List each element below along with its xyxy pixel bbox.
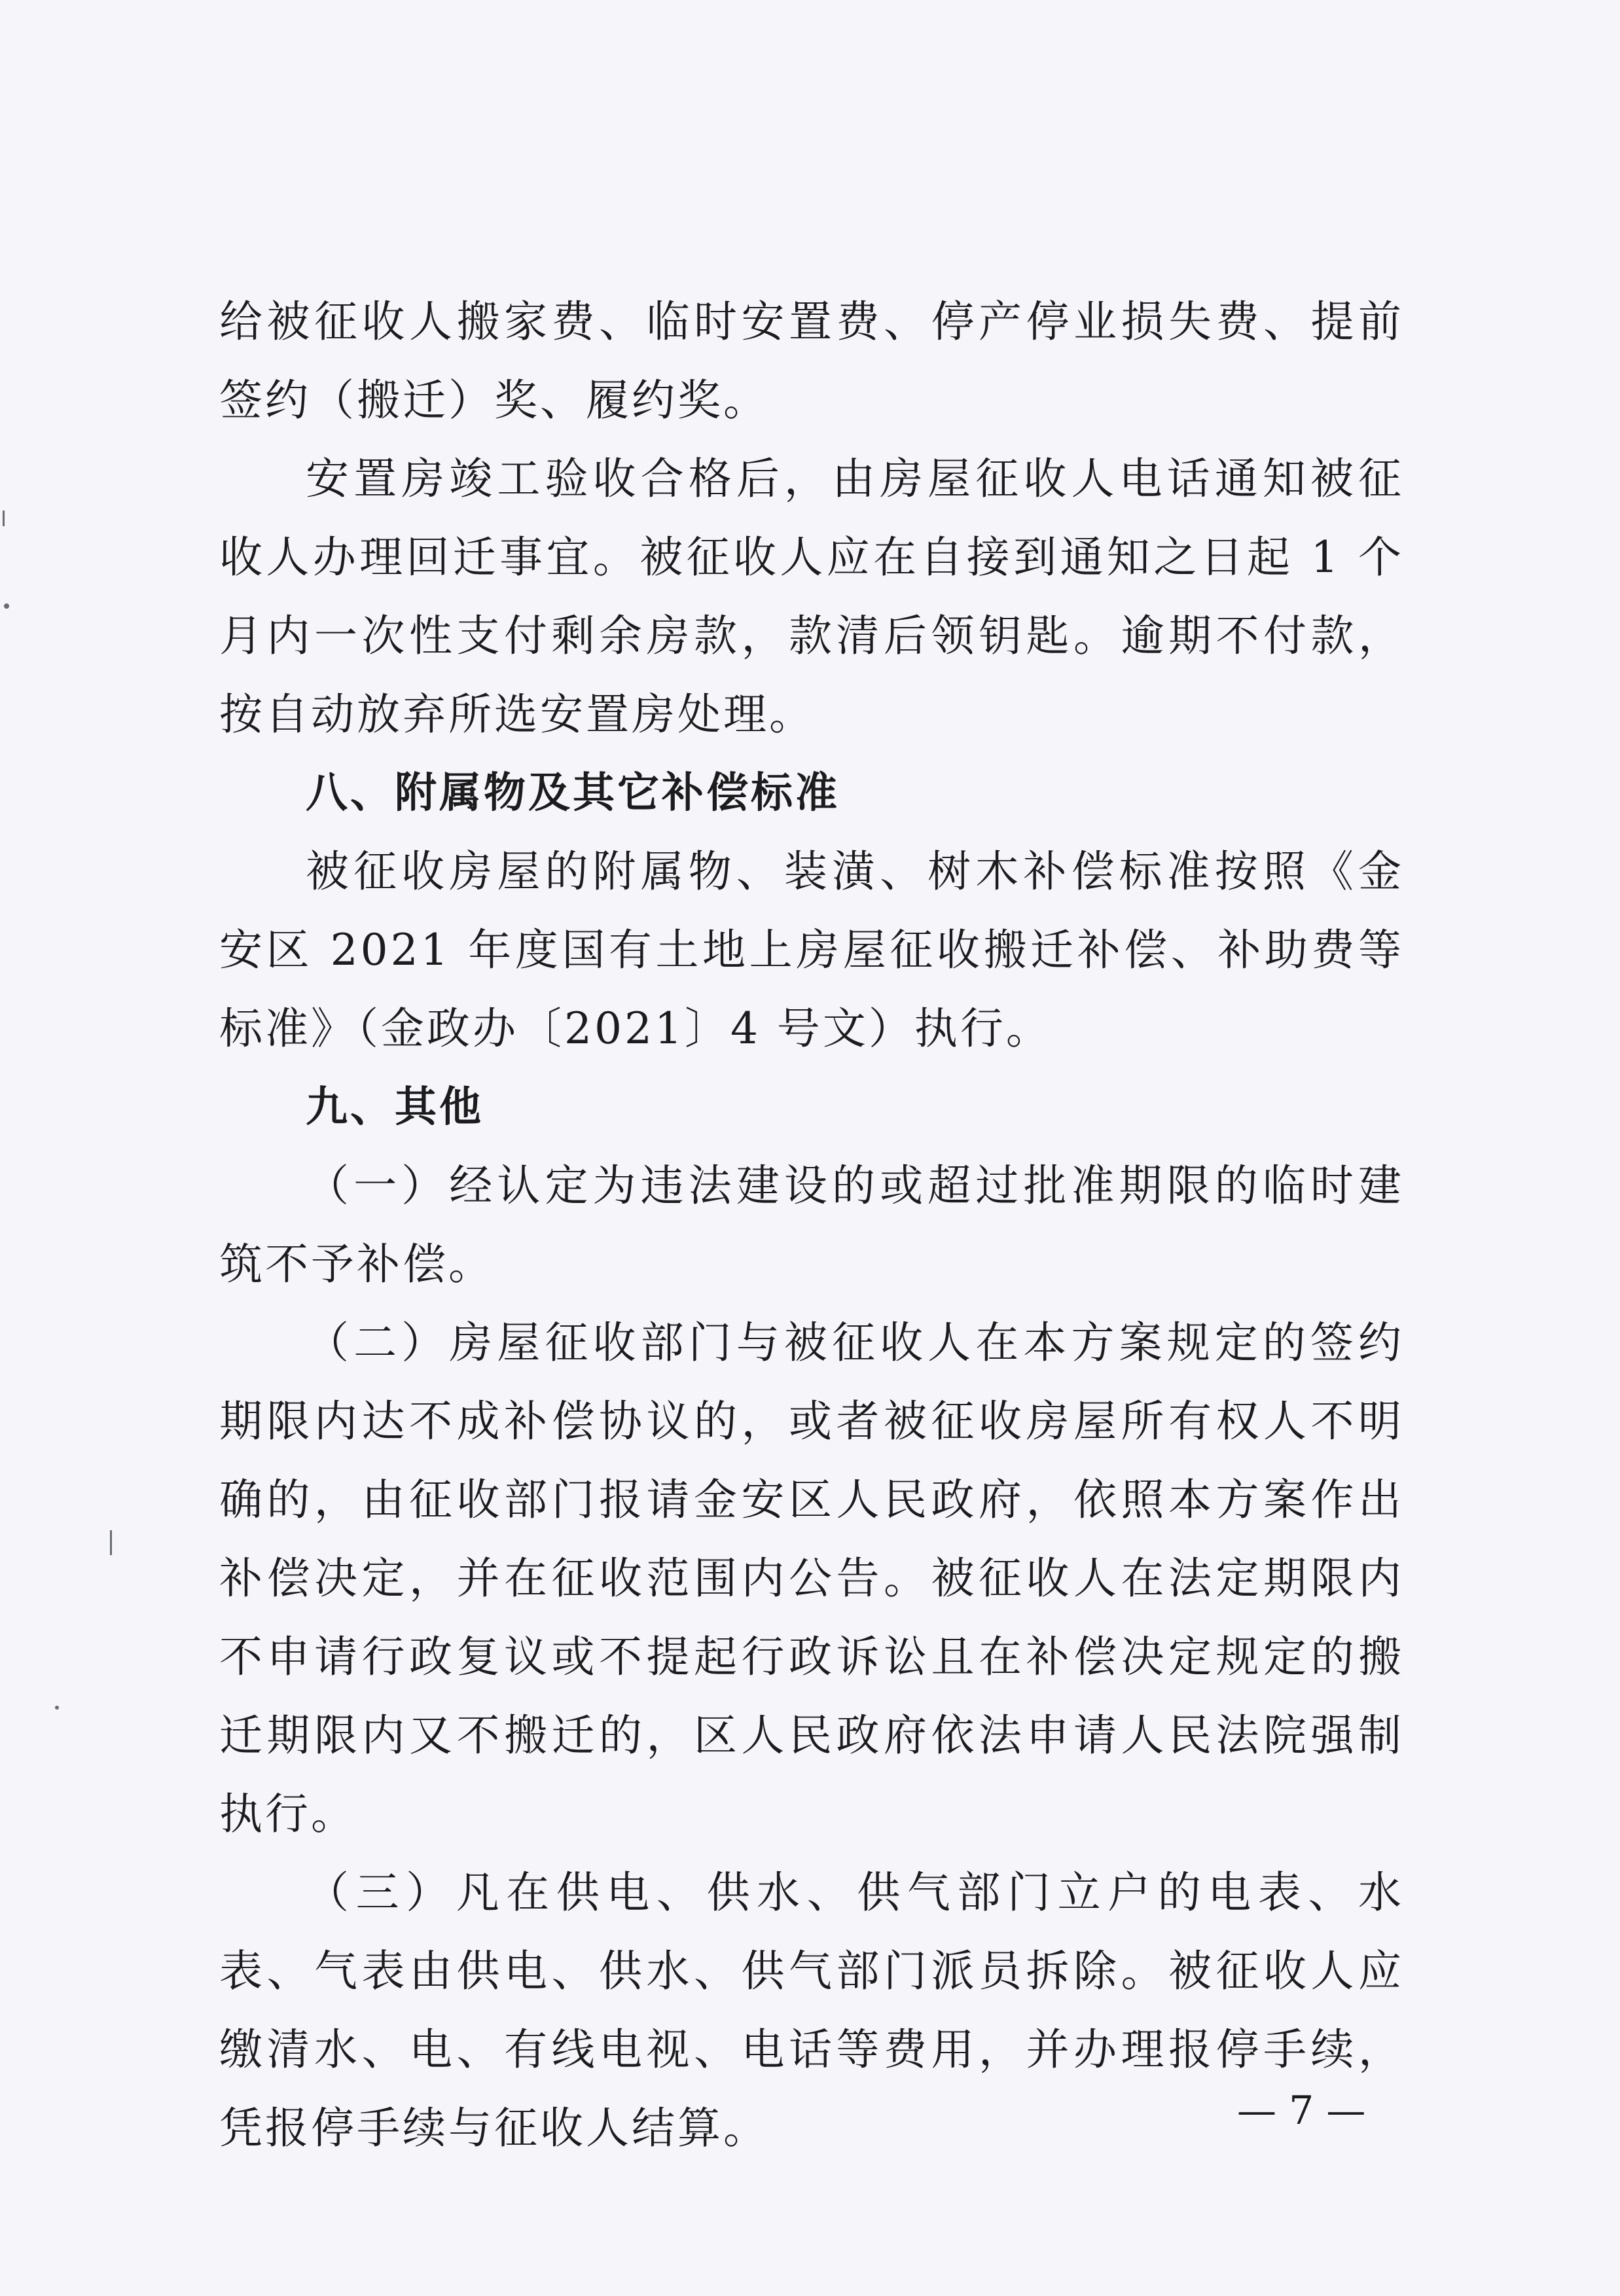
scan-mark xyxy=(3,511,5,526)
paragraph: 安置房竣工验收合格后，由房屋征收人电话通知被征收人办理回迁事宜。被征收人应在自接到通知之日起 1 个月内一次性支付剩余房款，款清后领钥匙。逾期不付款，按自动放弃所选安置房处理。 xyxy=(219,454,1404,740)
scan-mark xyxy=(110,1530,112,1555)
paragraph: （一）经认定为违法建设的或超过批准期限的临时建筑不予补偿。 xyxy=(219,1160,1404,1289)
document-body xyxy=(219,283,1404,2168)
scan-mark xyxy=(4,603,9,609)
paragraph: （三）凡在供电、供水、供气部门立户的电表、水表、气表由供电、供水、供气部门派员拆除。被征收人应缴清水、电、有线电视、电话等费用，并办理报停手续，凭报停手续与征收人结算。 xyxy=(219,1867,1404,2153)
section-heading: 九、其他 xyxy=(306,1083,484,1132)
page-number: — 7 — xyxy=(1237,2088,1366,2134)
paragraph: 被征收房屋的附属物、装潢、树木补偿标准按照《金安区 2021 年度国有土地上房屋征收搬迁补偿、补助费等标准》（金政办〔2021〕4 号文）执行。 xyxy=(219,846,1404,1054)
scan-mark xyxy=(55,1706,59,1710)
paragraph: （二）房屋征收部门与被征收人在本方案规定的签约期限内达不成补偿协议的，或者被征收房屋所有权人不明确的，由征收部门报请金安区人民政府，依照本方案作出补偿决定，并在征收范围内公告。被征收人在法定期限内不申请行政复议或不提起行政诉讼且在补偿决定规定的搬迁期限内又不搬迁的，区人民政府依法申请人民法院强制执行。 xyxy=(219,1318,1404,1839)
section-heading: 八、附属物及其它补偿标准 xyxy=(306,769,840,817)
paragraph: 给被征收人搬家费、临时安置费、停产停业损失费、提前签约（搬迁）奖、履约奖。 xyxy=(219,296,1404,425)
